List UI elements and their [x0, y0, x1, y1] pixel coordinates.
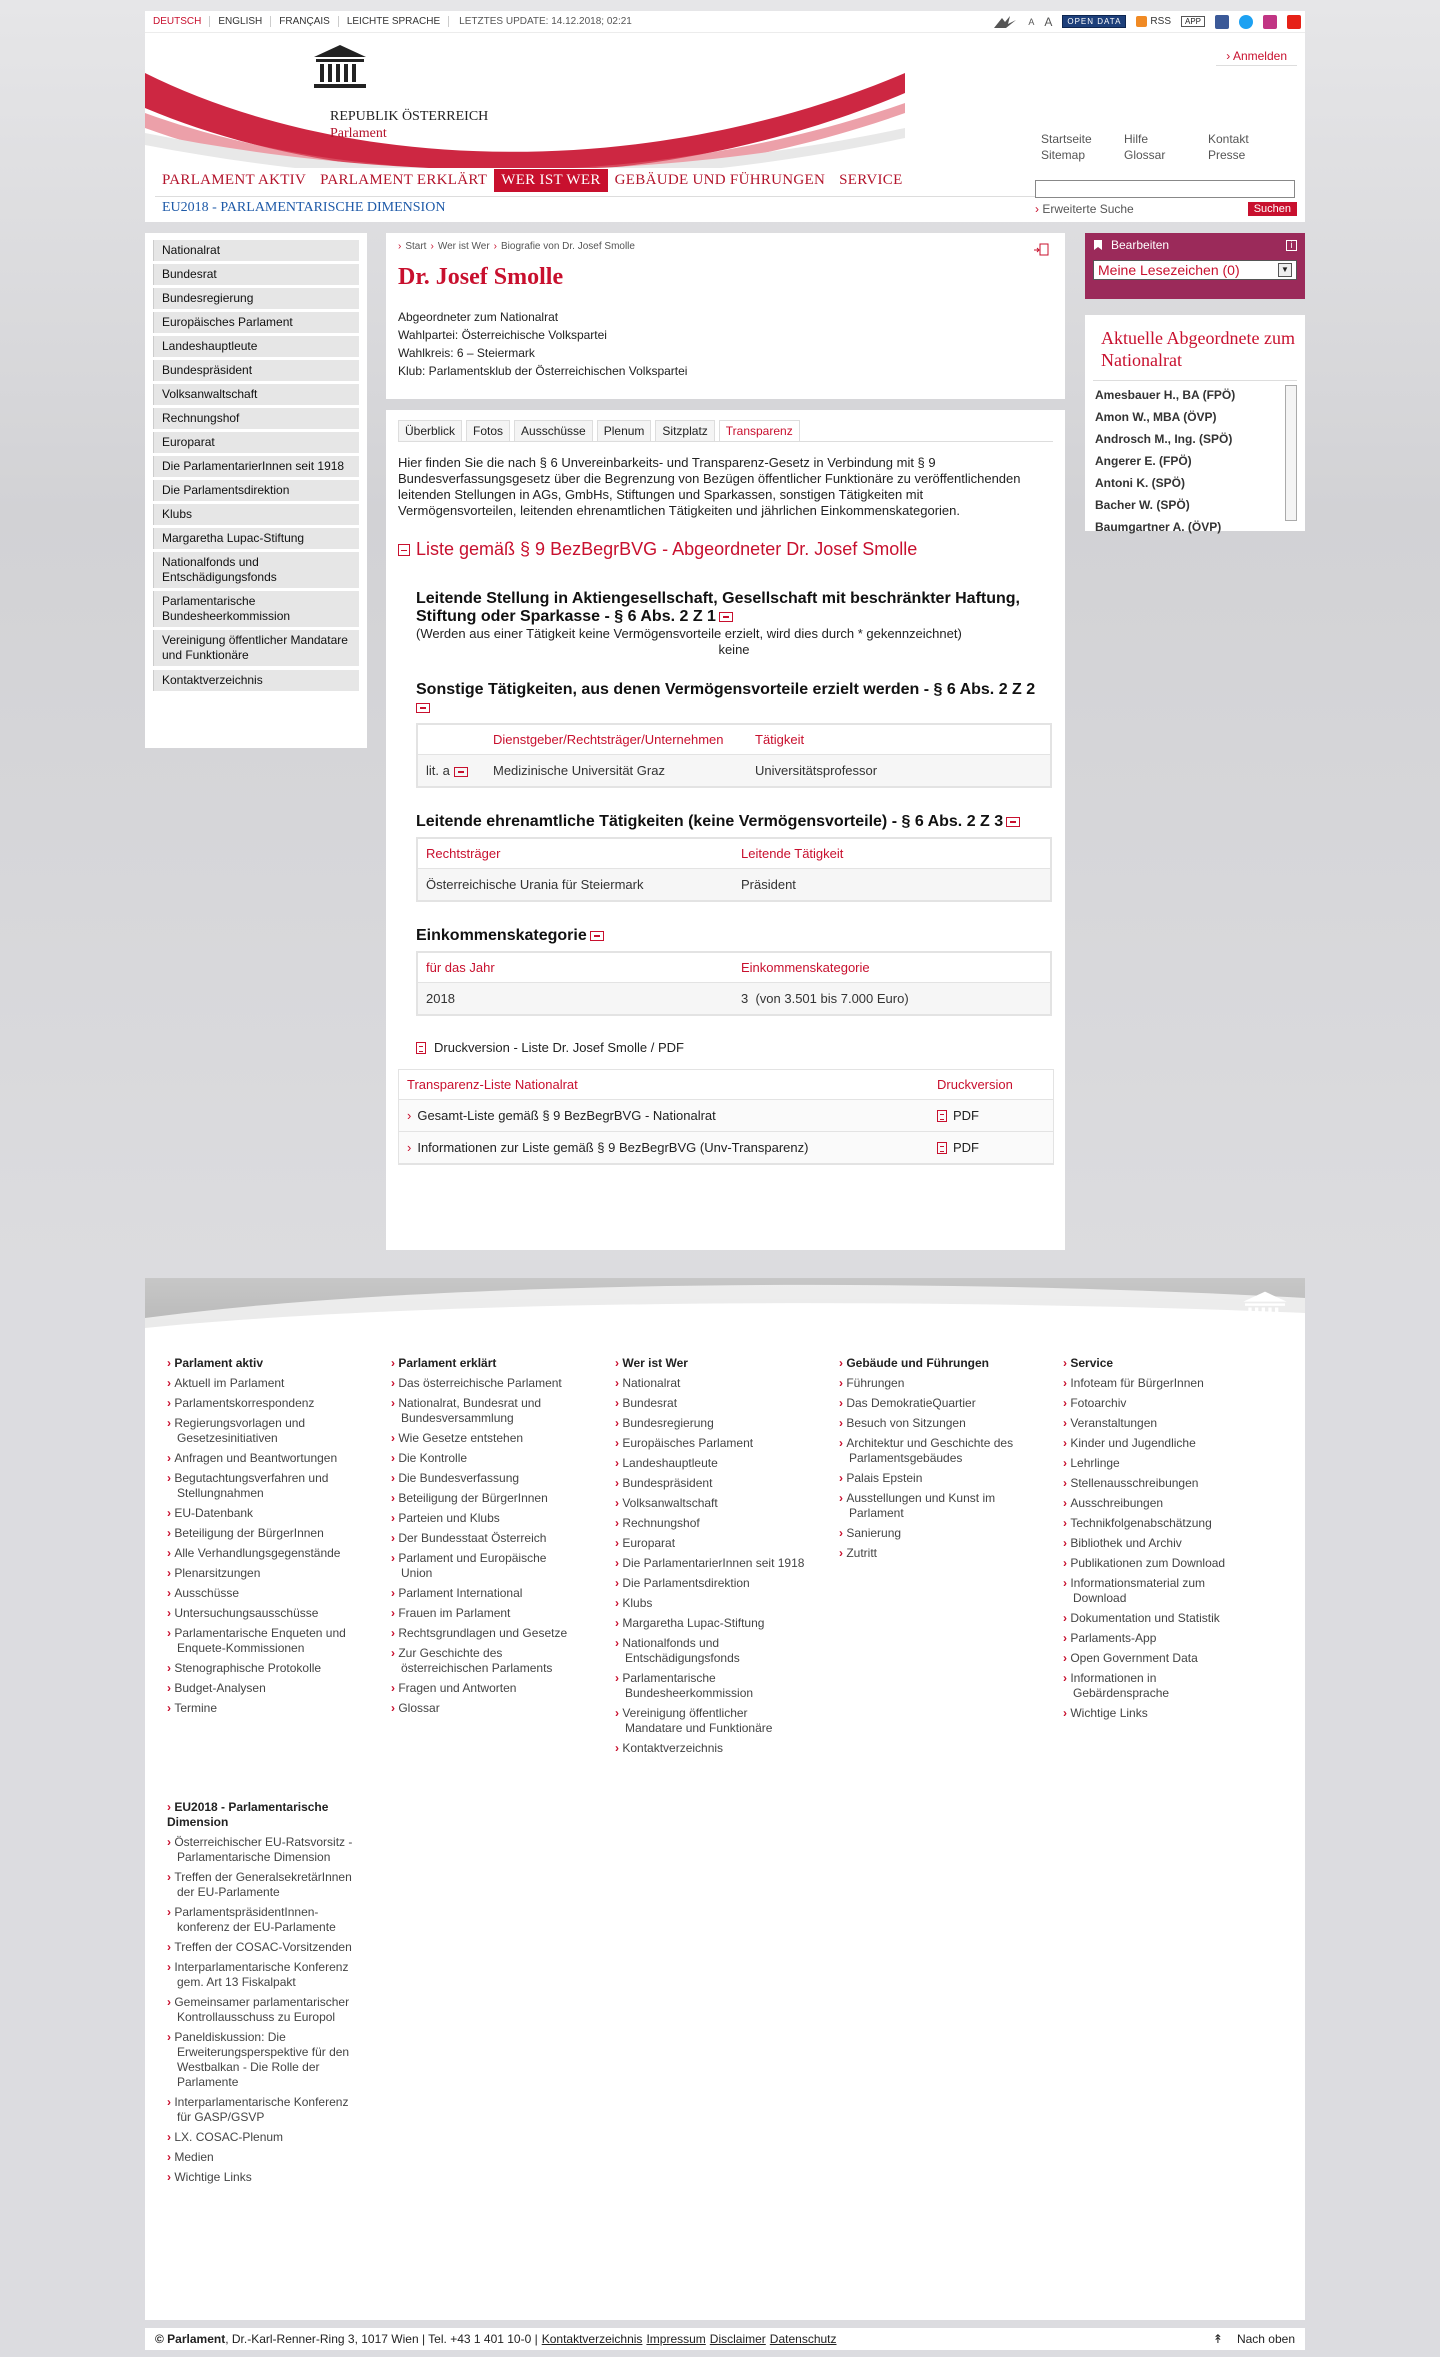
- info-icon[interactable]: [590, 931, 604, 941]
- bookmarks-value: Meine Lesezeichen (0): [1098, 262, 1240, 278]
- twitter-icon[interactable]: [1239, 15, 1253, 29]
- person-district: Wahlkreis: 6 – Steiermark: [398, 346, 535, 360]
- footer-link[interactable]: › Interparlamentarische Konferenz für GASP/GSVP: [167, 2095, 357, 2125]
- person-role: Abgeordneter zum Nationalrat: [398, 310, 559, 324]
- lang-english[interactable]: ENGLISH: [210, 16, 271, 27]
- footer-link[interactable]: › Publikationen zum Download: [1063, 1556, 1253, 1571]
- footer-link[interactable]: › Untersuchungsausschüsse: [167, 1606, 357, 1621]
- footer-link[interactable]: › Besuch von Sitzungen: [839, 1416, 1029, 1431]
- row-lit: lit. a: [426, 763, 450, 778]
- footer-link[interactable]: › Zur Geschichte des österreichischen Parlaments: [391, 1646, 581, 1676]
- footer-link[interactable]: › Technikfolgenabschätzung: [1063, 1516, 1253, 1531]
- sidebar-item-nationalrat[interactable]: Nationalrat: [153, 240, 359, 261]
- col-header-income: Einkommenskategorie: [741, 960, 870, 975]
- lang-deutsch[interactable]: DEUTSCH: [145, 16, 210, 27]
- back-to-top-link[interactable]: [1213, 2332, 1295, 2346]
- tl-row-link[interactable]: › Informationen zur Liste gemäß § 9 BezBegrBVG (Unv-Transparenz): [407, 1140, 809, 1155]
- logo-text[interactable]: [330, 108, 488, 142]
- logo-line-1: REPUBLIK ÖSTERREICH: [330, 109, 489, 124]
- footer-link-kontakt[interactable]: Kontaktverzeichnis: [541, 2332, 643, 2346]
- bookmark-box: [1085, 233, 1305, 299]
- footer-link[interactable]: › Begutachtungsverfahren und Stellungnahmen: [167, 1471, 357, 1501]
- row-leading-activity: Präsident: [741, 877, 796, 892]
- collapse-icon: [398, 544, 410, 556]
- col-header-entity: Rechtsträger: [426, 846, 501, 861]
- footer-link[interactable]: › Medien: [167, 2150, 357, 2165]
- facebook-icon[interactable]: [1215, 15, 1229, 29]
- breadcrumb-start[interactable]: Start: [405, 241, 427, 252]
- quick-presse[interactable]: Presse: [1208, 148, 1246, 162]
- login-link[interactable]: › Anmelden: [1216, 47, 1297, 66]
- footer-link-impressum[interactable]: Impressum: [646, 2332, 706, 2346]
- footer-link[interactable]: › Treffen der GeneralsekretärInnen der EU-Parlamente: [167, 1870, 357, 1900]
- tl-row-label: Gesamt-Liste gemäß § 9 BezBegrBVG - Nationalrat: [417, 1108, 716, 1123]
- footer-link[interactable]: › Die Bundesverfassung: [391, 1471, 581, 1486]
- footer-col-gebaeude: [839, 1356, 1029, 1566]
- section1-value: keine: [718, 642, 750, 657]
- quick-hilfe[interactable]: Hilfe: [1124, 132, 1149, 146]
- tab-sitzplatz[interactable]: Sitzplatz: [655, 420, 714, 441]
- info-icon[interactable]: [454, 767, 468, 777]
- page-title: Dr. Josef Smolle: [398, 264, 564, 290]
- site-header: [145, 33, 1305, 168]
- footer-link[interactable]: › Bundesrat: [615, 1396, 805, 1411]
- footer-link[interactable]: › Glossar: [391, 1701, 581, 1716]
- logo-line-2: Parlament: [330, 126, 387, 141]
- breadcrumb: › Start › Wer ist Wer › Biografie von Dr. Josef Smolle: [398, 241, 635, 252]
- footer-link[interactable]: › Dokumentation und Statistik: [1063, 1611, 1253, 1626]
- transparency-list-table: [398, 1069, 1054, 1165]
- footer-link[interactable]: › Nationalfonds und Entschädigungsfonds: [615, 1636, 805, 1666]
- info-icon[interactable]: [1006, 817, 1020, 827]
- sidebar-item-bundesrat[interactable]: Bundesrat: [153, 264, 359, 285]
- footer-link-disclaimer[interactable]: Disclaimer: [709, 2332, 766, 2346]
- footer-link[interactable]: › Infoteam für BürgerInnen: [1063, 1376, 1253, 1391]
- tl-row-pdf[interactable]: [937, 1140, 1045, 1155]
- footer-link[interactable]: › Kontaktverzeichnis: [615, 1741, 805, 1756]
- print-version-label: Druckversion - Liste Dr. Josef Smolle / PDF: [434, 1040, 684, 1055]
- footer-link[interactable]: › Der Bundesstaat Österreich: [391, 1531, 581, 1546]
- bottom-bar: [145, 2328, 1305, 2350]
- table-row: [418, 983, 1050, 1014]
- lang-leichte-sprache[interactable]: LEICHTE SPRACHE: [339, 16, 449, 27]
- sidebar-item-rechnungshof[interactable]: Rechnungshof: [153, 408, 359, 429]
- footer-heading[interactable]: › Service: [1063, 1356, 1253, 1371]
- footer-link[interactable]: › Landeshauptleute: [615, 1456, 805, 1471]
- footer-link[interactable]: › Wie Gesetze entstehen: [391, 1431, 581, 1446]
- footer-link[interactable]: › Palais Epstein: [839, 1471, 1029, 1486]
- footer-link[interactable]: › Termine: [167, 1701, 357, 1716]
- footer-link[interactable]: › Lehrlinge: [1063, 1456, 1253, 1471]
- sidebar-item-bundespraesident[interactable]: Bundespräsident: [153, 360, 359, 381]
- sidebar-item-nationalfonds[interactable]: Nationalfonds und Entschädigungsfonds: [153, 552, 359, 588]
- tl-row-link[interactable]: › Gesamt-Liste gemäß § 9 BezBegrBVG - Nationalrat: [407, 1108, 716, 1123]
- font-large-button[interactable]: A: [1044, 14, 1053, 29]
- sidebar-item-vereinigung[interactable]: Vereinigung öffentlicher Mandatare und Funktionäre: [153, 630, 359, 666]
- chevron-down-icon: ▼: [1278, 263, 1292, 277]
- footer-link[interactable]: › Parteien und Klubs: [391, 1511, 581, 1526]
- sidebar-item-eu-parlament[interactable]: Europäisches Parlament: [153, 312, 359, 333]
- info-icon[interactable]: i: [1286, 240, 1297, 251]
- sidebar-item-parlamentsdirektion[interactable]: Die Parlamentsdirektion: [153, 480, 359, 501]
- footer-link[interactable]: › Parlament International: [391, 1586, 581, 1601]
- footer-link[interactable]: › Parlamentskorrespondenz: [167, 1396, 357, 1411]
- footer-heading[interactable]: › EU2018 - Parlamentarische Dimension: [167, 1800, 357, 1830]
- mp-list: [1093, 380, 1297, 534]
- tl-row-pdf[interactable]: [937, 1108, 1045, 1123]
- section-honorary: [398, 813, 1053, 902]
- footer-col-parlament-erklaert: [391, 1356, 581, 1721]
- tl-pdf-label: PDF: [953, 1140, 979, 1155]
- footer-link[interactable]: › ParlamentspräsidentInnen-konferenz der EU-Parlamente: [167, 1905, 357, 1935]
- col-header-year: für das Jahr: [426, 960, 495, 975]
- pdf-icon: [937, 1142, 947, 1154]
- advanced-search-label: Erweiterte Suche: [1042, 202, 1134, 216]
- nav-parlament-erklaert[interactable]: PARLAMENT ERKLÄRT: [320, 172, 488, 188]
- sidebar-item-parlamentarierinnen[interactable]: Die ParlamentarierInnen seit 1918: [153, 456, 359, 477]
- list-item[interactable]: Amon W., MBA (ÖVP): [1095, 410, 1217, 424]
- footer-link[interactable]: › Kinder und Jugendliche: [1063, 1436, 1253, 1451]
- footer-link[interactable]: › Anfragen und Beantwortungen: [167, 1451, 357, 1466]
- footer-link[interactable]: › Europarat: [615, 1536, 805, 1551]
- list-item[interactable]: Bacher W. (SPÖ): [1095, 498, 1190, 512]
- quick-startseite[interactable]: Startseite: [1041, 132, 1092, 146]
- honorary-table: [416, 837, 1052, 902]
- quick-glossar[interactable]: Glossar: [1124, 148, 1166, 162]
- sidebar-item-bundesregierung[interactable]: Bundesregierung: [153, 288, 359, 309]
- footer-link[interactable]: › Interparlamentarische Konferenz gem. Art 13 Fiskalpakt: [167, 1960, 357, 1990]
- tl-pdf-label: PDF: [953, 1108, 979, 1123]
- other-activities-table: [416, 723, 1052, 788]
- section2-title: Sonstige Tätigkeiten, aus denen Vermögensvorteile erzielt werden - § 6 Abs. 2 Z 2: [416, 681, 1036, 698]
- footer-link[interactable]: › Volksanwaltschaft: [615, 1496, 805, 1511]
- section3-title: Leitende ehrenamtliche Tätigkeiten (keine Vermögensvorteile) - § 6 Abs. 2 Z 3: [416, 813, 1004, 830]
- search-input[interactable]: [1035, 180, 1295, 198]
- footer-link[interactable]: › Regierungsvorlagen und Gesetzesinitiativen: [167, 1416, 357, 1446]
- table-row: [418, 869, 1050, 900]
- footer-link[interactable]: › Europäisches Parlament: [615, 1436, 805, 1451]
- footer-link[interactable]: › Gemeinsamer parlamentarischer Kontrollausschuss zu Europol: [167, 1995, 357, 2025]
- footer-link[interactable]: › Das DemokratieQuartier: [839, 1396, 1029, 1411]
- open-data-link[interactable]: OPEN DATA: [1062, 15, 1126, 28]
- tab-ausschuesse[interactable]: Ausschüsse: [514, 420, 593, 441]
- edit-label: Bearbeiten: [1111, 238, 1170, 252]
- footer-link[interactable]: › Führungen: [839, 1376, 1029, 1391]
- row-entity: Österreichische Urania für Steiermark: [426, 877, 644, 892]
- pdf-icon: [416, 1042, 426, 1054]
- footer-link[interactable]: › Beteiligung der BürgerInnen: [167, 1526, 357, 1541]
- table-row: [399, 1132, 1053, 1164]
- footer-link[interactable]: › Klubs: [615, 1596, 805, 1611]
- footer-link[interactable]: › Alle Verhandlungsgegenstände: [167, 1546, 357, 1561]
- footer-heading[interactable]: › Parlament erklärt: [391, 1356, 581, 1371]
- utility-bar: [145, 11, 1305, 33]
- footer-link[interactable]: › Stellenausschreibungen: [1063, 1476, 1253, 1491]
- footer-col-service: [1063, 1356, 1253, 1726]
- footer-link[interactable]: › Paneldiskussion: Die Erweiterungsperspektive für den Westbalkan - Die Rolle der Parlamente: [167, 2030, 357, 2090]
- footer-link[interactable]: › Wichtige Links: [1063, 1706, 1253, 1721]
- section-income: [398, 927, 1053, 1016]
- footer-link[interactable]: › Wichtige Links: [167, 2170, 357, 2185]
- info-icon[interactable]: [416, 703, 430, 713]
- current-mps-box: [1085, 315, 1305, 534]
- footer-link[interactable]: › Veranstaltungen: [1063, 1416, 1253, 1431]
- footer-heading[interactable]: › Wer ist Wer: [615, 1356, 805, 1371]
- sidebar-item-klubs[interactable]: Klubs: [153, 504, 359, 525]
- footer-link[interactable]: › Nationalrat, Bundesrat und Bundesversammlung: [391, 1396, 581, 1426]
- table-row: [418, 755, 1050, 786]
- tl-header-print: Druckversion: [937, 1077, 1013, 1092]
- bookmarks-select[interactable]: [1093, 260, 1297, 280]
- nav-wer-ist-wer[interactable]: WER IST WER: [494, 169, 607, 192]
- footer-link[interactable]: › Budget-Analysen: [167, 1681, 357, 1696]
- list-item[interactable]: Angerer E. (FPÖ): [1095, 454, 1192, 468]
- footer-link[interactable]: › Ausstellungen und Kunst im Parlament: [839, 1491, 1029, 1521]
- footer-link[interactable]: › Margaretha Lupac-Stiftung: [615, 1616, 805, 1631]
- pdf-icon: [937, 1110, 947, 1122]
- sidebar-item-landeshauptleute[interactable]: Landeshauptleute: [153, 336, 359, 357]
- transparency-panel: [386, 410, 1065, 1250]
- footer-link[interactable]: › Fragen und Antworten: [391, 1681, 581, 1696]
- section4-title: Einkommenskategorie: [416, 927, 587, 944]
- footer-link[interactable]: › Parlamentarische Enqueten und Enquete-Kommissionen: [167, 1626, 357, 1656]
- footer-link[interactable]: › Open Government Data: [1063, 1651, 1253, 1666]
- edit-button[interactable]: [1093, 238, 1169, 252]
- mp-list-scrollbar[interactable]: [1285, 385, 1297, 521]
- footer-col-parlament-aktiv: [167, 1356, 357, 1721]
- sidebar-item-kontaktverzeichnis[interactable]: Kontaktverzeichnis: [153, 670, 359, 691]
- last-update: LETZTES UPDATE: 14.12.2018; 02:21: [459, 16, 632, 27]
- footer-link[interactable]: › Ausschüsse: [167, 1586, 357, 1601]
- footer-link[interactable]: › Rechnungshof: [615, 1516, 805, 1531]
- footer-link[interactable]: › Österreichischer EU-Ratsvorsitz - Parlamentarische Dimension: [167, 1835, 357, 1865]
- section1-title: Leitende Stellung in Aktiengesellschaft, Gesellschaft mit beschränkter Haftung, Stiftung oder Sparkasse - § 6 Abs. 2 Z 1: [416, 590, 1020, 625]
- parliament-footer-icon: [1237, 1290, 1293, 1330]
- footer-heading[interactable]: › Gebäude und Führungen: [839, 1356, 1029, 1371]
- quick-links-3: [1208, 131, 1249, 163]
- intro-text: Hier finden Sie die nach § 6 Unvereinbarkeits- und Transparenz-Gesetz in Verbindung mit § 9 Bundesverfassungsgesetz über die Begrenzung von Bezügen öffentlicher Funktionäre zu veröffentlichenden leitenden Stellungen in AGs, GmbHs, Stiftungen und Sparkassen, sonstigen Tätigkeiten mit Vermögensvorteilen, leitenden ehrenamtlichen Tätigkeiten und jährlichen Einkommenskategorien.: [398, 455, 1021, 518]
- list-item[interactable]: Antoni K. (SPÖ): [1095, 476, 1185, 490]
- arrow-up-icon: ↟: [1212, 2332, 1223, 2346]
- footer-link[interactable]: › Treffen der COSAC-Vorsitzenden: [167, 1940, 357, 1955]
- sidebar-item-bundesheerkommission[interactable]: Parlamentarische Bundesheerkommission: [153, 591, 359, 627]
- list-toggle[interactable]: [398, 539, 1053, 560]
- footer-swoosh: [145, 1278, 1305, 1338]
- footer-heading[interactable]: › Parlament aktiv: [167, 1356, 357, 1371]
- table-row: [399, 1100, 1053, 1132]
- col-header-activity: Tätigkeit: [755, 732, 805, 747]
- print-icon[interactable]: [1033, 243, 1049, 257]
- instagram-icon[interactable]: [1263, 15, 1277, 29]
- footer-link[interactable]: › Die ParlamentarierInnen seit 1918: [615, 1556, 805, 1571]
- bookmark-icon: [1093, 239, 1103, 251]
- profile-header: [386, 233, 1065, 399]
- nav-eu2018[interactable]: EU2018 - PARLAMENTARISCHE DIMENSION: [155, 196, 1035, 219]
- person-club: Klub: Parlamentsklub der Österreichischen Volkspartei: [398, 364, 688, 378]
- font-small-button[interactable]: A: [1028, 16, 1035, 27]
- footer-col-wer-ist-wer: [615, 1356, 805, 1761]
- income-table: [416, 951, 1052, 1016]
- search-button[interactable]: Suchen: [1248, 202, 1297, 216]
- row-employer: Medizinische Universität Graz: [493, 763, 665, 778]
- footer-link[interactable]: › Beteiligung der BürgerInnen: [391, 1491, 581, 1506]
- footer-link[interactable]: › Bibliothek und Archiv: [1063, 1536, 1253, 1551]
- app-link[interactable]: APP: [1181, 16, 1205, 27]
- row-income: 3 (von 3.501 bis 7.000 Euro): [741, 991, 909, 1006]
- person-info: [398, 308, 1053, 380]
- footer-link[interactable]: › Die Kontrolle: [391, 1451, 581, 1466]
- profile-tabs: [398, 420, 1053, 442]
- footer-link[interactable]: › Vereinigung öffentlicher Mandatare und Funktionäre: [615, 1706, 805, 1736]
- section-other-activities: [398, 681, 1053, 788]
- footer-link[interactable]: › Frauen im Parlament: [391, 1606, 581, 1621]
- main-navigation: [145, 168, 1305, 222]
- footer-link[interactable]: › Plenarsitzungen: [167, 1566, 357, 1581]
- lang-francais[interactable]: FRANÇAIS: [271, 16, 339, 27]
- col-header-employer: Dienstgeber/Rechtsträger/Unternehmen: [493, 732, 724, 747]
- footer-link[interactable]: › Das österreichische Parlament: [391, 1376, 581, 1391]
- tab-transparenz[interactable]: Transparenz: [719, 420, 800, 441]
- nav-gebaeude-fuehrungen[interactable]: GEBÄUDE UND FÜHRUNGEN: [614, 172, 826, 188]
- sign-language-icon[interactable]: [992, 14, 1018, 30]
- footer-col-eu2018: [167, 1800, 357, 2190]
- tab-fotos[interactable]: Fotos: [466, 420, 510, 441]
- footer-link[interactable]: › Sanierung: [839, 1526, 1029, 1541]
- tab-ueberblick[interactable]: Überblick: [398, 420, 462, 441]
- parliament-logo-icon[interactable]: [310, 43, 370, 91]
- footer-link[interactable]: › Bundespräsident: [615, 1476, 805, 1491]
- quick-sitemap[interactable]: Sitemap: [1041, 148, 1086, 162]
- footer-link[interactable]: › Bundesregierung: [615, 1416, 805, 1431]
- footer-link[interactable]: › Fotoarchiv: [1063, 1396, 1253, 1411]
- sidebar-item-europarat[interactable]: Europarat: [153, 432, 359, 453]
- back-to-top-label: Nach oben: [1236, 2332, 1295, 2346]
- quick-links-1: [1041, 131, 1092, 163]
- row-year: 2018: [426, 991, 455, 1006]
- rss-icon: [1136, 16, 1147, 27]
- col-header-leading-activity: Leitende Tätigkeit: [741, 846, 844, 861]
- breadcrumb-wer-ist-wer[interactable]: Wer ist Wer: [437, 241, 490, 252]
- list-item[interactable]: Amesbauer H., BA (FPÖ): [1095, 388, 1236, 402]
- sidebar-item-volksanwaltschaft[interactable]: Volksanwaltschaft: [153, 384, 359, 405]
- row-activity: Universitätsprofessor: [755, 763, 878, 778]
- advanced-search-link[interactable]: › Erweiterte Suche: [1035, 202, 1134, 216]
- footer-link[interactable]: › Die Parlamentsdirektion: [615, 1576, 805, 1591]
- footer-link[interactable]: › Parlamentarische Bundesheerkommission: [615, 1671, 805, 1701]
- quick-kontakt[interactable]: Kontakt: [1208, 132, 1249, 146]
- footer-band: [145, 1278, 1305, 1338]
- nav-parlament-aktiv[interactable]: PARLAMENT AKTIV: [162, 172, 307, 188]
- quick-links-2: [1124, 131, 1165, 163]
- nav-service[interactable]: SERVICE: [839, 172, 903, 188]
- footer-link[interactable]: › EU-Datenbank: [167, 1506, 357, 1521]
- footer-link[interactable]: › Aktuell im Parlament: [167, 1376, 357, 1391]
- footer-link[interactable]: › Parlaments-App: [1063, 1631, 1253, 1646]
- tl-header: Transparenz-Liste Nationalrat: [407, 1077, 578, 1092]
- person-party: Wahlpartei: Österreichische Volkspartei: [398, 328, 607, 342]
- footer-link[interactable]: › Informationen in Gebärdensprache: [1063, 1671, 1253, 1701]
- breadcrumb-current: Biografie von Dr. Josef Smolle: [501, 241, 635, 252]
- footer-link[interactable]: › Rechtsgrundlagen und Gesetze: [391, 1626, 581, 1641]
- footer-link[interactable]: › Zutritt: [839, 1546, 1029, 1561]
- footer-link-datenschutz[interactable]: Datenschutz: [769, 2332, 837, 2346]
- tab-plenum[interactable]: Plenum: [597, 420, 652, 441]
- info-icon[interactable]: [719, 612, 733, 622]
- login-label: Anmelden: [1232, 49, 1287, 63]
- footer-link[interactable]: › LX. COSAC-Plenum: [167, 2130, 357, 2145]
- tl-row-label: Informationen zur Liste gemäß § 9 BezBegrBVG (Unv-Transparenz): [417, 1140, 809, 1155]
- mp-title: Aktuelle Abgeordnete zum Nationalrat: [1101, 328, 1295, 370]
- address: , Dr.-Karl-Renner-Ring 3, 1017 Wien | Tel. +43 1 401 10-0 |: [225, 2332, 538, 2346]
- footer-link[interactable]: › Nationalrat: [615, 1376, 805, 1391]
- section1-note: (Werden aus einer Tätigkeit keine Vermögensvorteile erzielt, wird dies durch * gekennzeichnet): [416, 626, 962, 641]
- list-title: Liste gemäß § 9 BezBegrBVG - Abgeordneter Dr. Josef Smolle: [416, 539, 918, 559]
- rss-link[interactable]: [1136, 16, 1171, 27]
- site-footer: [145, 1338, 1305, 2320]
- footer-link[interactable]: › Ausschreibungen: [1063, 1496, 1253, 1511]
- left-sidebar: [145, 233, 367, 748]
- footer-link[interactable]: › Parlament und Europäische Union: [391, 1551, 581, 1581]
- section-leading-position: [398, 590, 1053, 658]
- youtube-icon[interactable]: [1287, 15, 1301, 29]
- list-item[interactable]: Baumgartner A. (ÖVP): [1095, 520, 1222, 534]
- footer-link[interactable]: › Informationsmaterial zum Download: [1063, 1576, 1253, 1606]
- rss-label: RSS: [1150, 16, 1171, 27]
- footer-link[interactable]: › Stenographische Protokolle: [167, 1661, 357, 1676]
- copyright: © Parlament: [155, 2332, 226, 2346]
- print-version-link[interactable]: [398, 1040, 1053, 1055]
- search-area: [1035, 180, 1297, 216]
- list-item[interactable]: Androsch M., Ing. (SPÖ): [1095, 432, 1233, 446]
- sidebar-item-lupac-stiftung[interactable]: Margaretha Lupac-Stiftung: [153, 528, 359, 549]
- footer-link[interactable]: › Architektur und Geschichte des Parlamentsgebäudes: [839, 1436, 1029, 1466]
